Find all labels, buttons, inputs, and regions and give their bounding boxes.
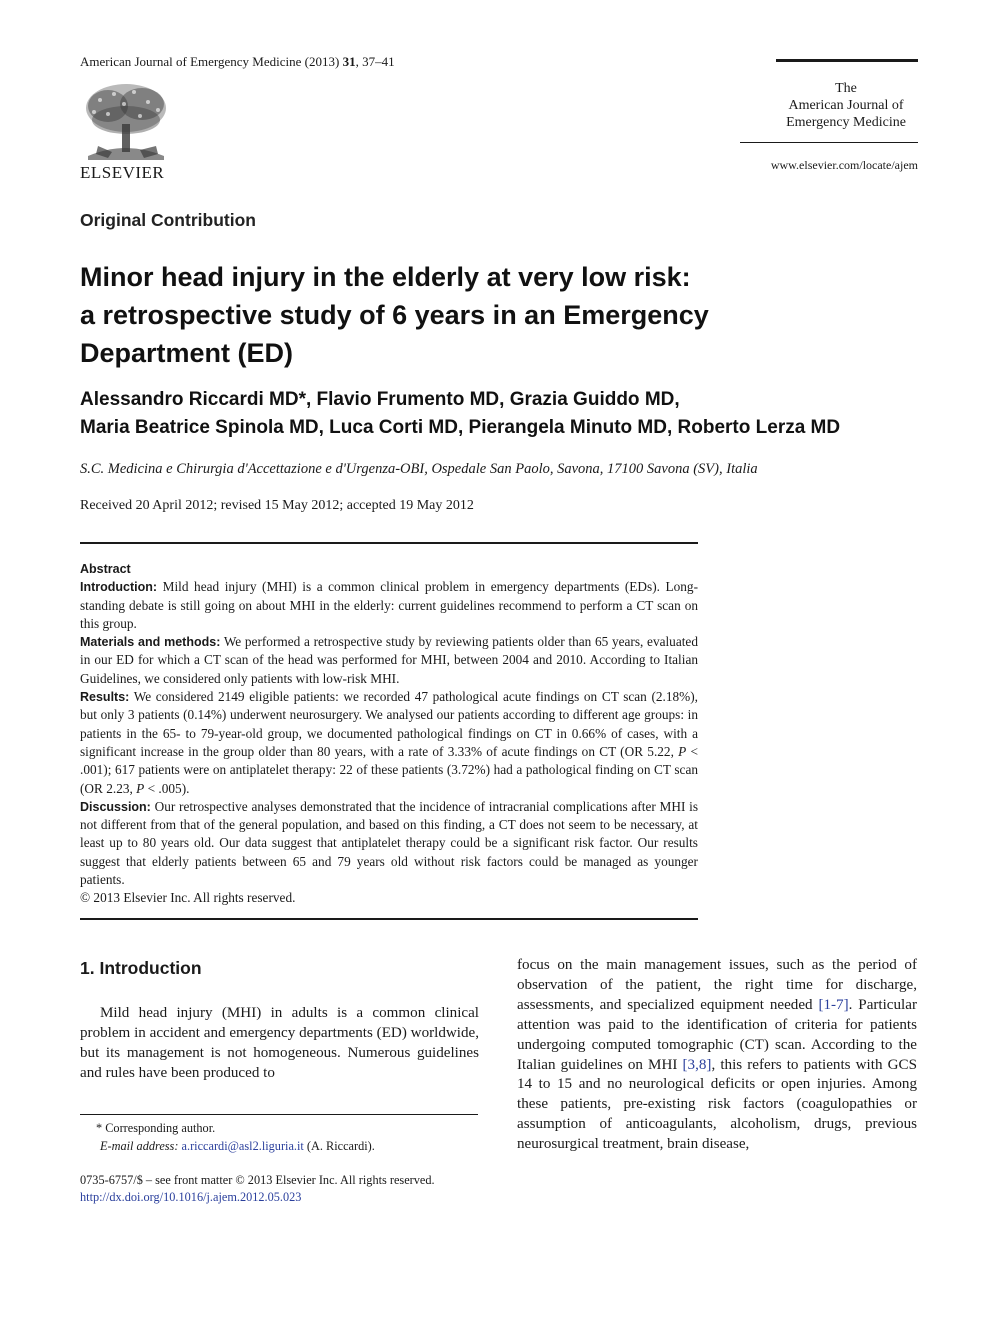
abstract-methods: [80, 633, 698, 688]
p-value-symbol: P: [136, 780, 145, 796]
article-type: Original Contribution: [80, 210, 256, 230]
abstract-top-rule: [80, 542, 698, 544]
doi-link[interactable]: http://dx.doi.org/10.1016/j.ajem.2012.05.023: [80, 1190, 302, 1204]
author-list: [80, 386, 930, 442]
abstract-discussion-text: Our retrospective analyses demonstrated that the incidence of intracranial complications after MHI is not different from that of the general population, and based on this finding, a CT does not seem to be necessary, at least up to 80 years old. Our data suggest that antiplatelet therapy could be a significant risk factor. Our results suggest that elderly patients between 65 and 79 years old without risk factors could be managed as younger patients.: [80, 798, 698, 888]
abstract-discussion: [80, 798, 698, 889]
abstract-discussion-heading: Discussion:: [80, 799, 151, 814]
email-footnote: [100, 1139, 375, 1154]
abstract-bottom-rule: [80, 918, 698, 920]
abstract-intro-text: Mild head injury (MHI) is a common clinical problem in emergency departments (EDs). Long-standing debate is still going on about MHI in the elderly: current guidelines recommend to perform a CT scan on this group.: [80, 579, 698, 631]
intro-paragraph-left: Mild head injury (MHI) in adults is a common clinical problem in accident and emergency departments (ED) worldwide, but its management is not homogeneous. Numerous guidelines and rules have been produced to: [80, 1005, 479, 1081]
abstract-introduction: [80, 578, 698, 633]
abstract-copyright: © 2013 Elsevier Inc. All rights reserved.: [80, 890, 296, 906]
abstract-methods-text: We performed a retrospective study by reviewing patients older than 65 years, evaluated in our ED for which a CT scan of the head was performed for MHI, between 2004 and 2010. According to Italian Guidelines, we considered only patients with low-risk MHI.: [80, 634, 698, 686]
email-suffix: (A. Riccardi).: [303, 1139, 375, 1153]
journal-title: [770, 80, 922, 131]
citation-pages: , 37–41: [355, 54, 395, 69]
article-dates: Received 20 April 2012; revised 15 May 2012; accepted 19 May 2012: [80, 498, 474, 513]
publisher-name: ELSEVIER: [80, 163, 165, 182]
email-label: E-mail address:: [100, 1139, 179, 1153]
journal-title-line: Emergency Medicine: [786, 115, 906, 130]
article-title-line: Minor head injury in the elderly at very low risk:: [80, 262, 691, 292]
abstract: [80, 560, 698, 908]
abstract-methods-heading: Materials and methods:: [80, 635, 221, 650]
reference-link[interactable]: [3,8]: [682, 1056, 712, 1073]
abstract-results-text: < .005).: [144, 780, 190, 796]
article-title-line: Department (ED): [80, 338, 294, 368]
citation-prefix: American Journal of Emergency Medicine (2013): [80, 54, 343, 69]
affiliation: S.C. Medicina e Chirurgia d'Accettazione e d'Urgenza-OBI, Ospedale San Paolo, Savona, 17100 Savona (SV), Italia: [80, 461, 758, 477]
author-line: Maria Beatrice Spinola MD, Luca Corti MD, Pierangela Minuto MD, Roberto Lerza MD: [80, 417, 841, 438]
abstract-results-text: We considered 2149 eligible patients: we recorded 47 pathological acute findings on CT scan (2.18%), but only 3 patients (0.14%) underwent neurosurgery. We analysed our patients according to different age groups: in patients in the 65- to 79-year-old group, we documented pathological findings on CT in 0.66% of cases, with a significant increase in the group older than 80 years, with a rate of 3.33% of acute findings on CT (OR 5.22,: [80, 689, 698, 759]
abstract-title: Abstract: [80, 562, 131, 576]
journal-citation: [80, 54, 395, 70]
issn-line: 0735-6757/$ – see front matter © 2013 Elsevier Inc. All rights reserved.: [80, 1173, 435, 1187]
article-title: [80, 258, 880, 372]
p-value-symbol: P: [678, 743, 687, 759]
citation-volume: 31: [342, 54, 356, 69]
journal-title-line: American Journal of: [788, 98, 904, 113]
author-line: Alessandro Riccardi MD*, Flavio Frumento MD, Grazia Guiddo MD,: [80, 389, 680, 410]
corresponding-author-note: * Corresponding author.: [96, 1121, 216, 1135]
abstract-intro-heading: Introduction:: [80, 580, 158, 595]
intro-paragraph-right: [517, 956, 917, 1155]
email-link[interactable]: a.riccardi@asl2.liguria.it: [181, 1139, 304, 1153]
journal-title-rule: [776, 59, 918, 62]
abstract-results-heading: Results:: [80, 690, 130, 705]
abstract-results: [80, 688, 698, 798]
section-heading: 1. Introduction: [80, 958, 202, 978]
journal-url[interactable]: www.elsevier.com/locate/ajem: [770, 158, 918, 172]
article-title-line: a retrospective study of 6 years in an Emergency: [80, 300, 709, 330]
footnote-rule: [80, 1114, 478, 1115]
body-text: focus on the main management issues, such as the period of observation of the patient, the right time for discharge, assessments, and specialized equipment needed: [517, 957, 917, 1013]
reference-link[interactable]: [1-7]: [818, 996, 849, 1013]
body-text: . Particular attention was paid to the identification of criteria for patients undergoing computed tomographic (CT) scan. According to the Italian guidelines on MHI: [517, 996, 917, 1073]
journal-title-line: The: [835, 81, 857, 96]
journal-url-rule: [740, 142, 918, 143]
abstract-results-text: < .001); 617 patients were on antiplatelet therapy: 22 of these patients (3.72%) had a pathological finding on CT scan (OR 2.23,: [80, 743, 698, 796]
body-text: , this refers to patients with GCS 14 to 15 and no neurological deficits or open injuries. Among these patients, pre-existing risk factors (coagulopathies or assumption of anticoagulants, alcoholism, drugs, previous neurosurgical treatment, brain disease,: [517, 1056, 917, 1153]
